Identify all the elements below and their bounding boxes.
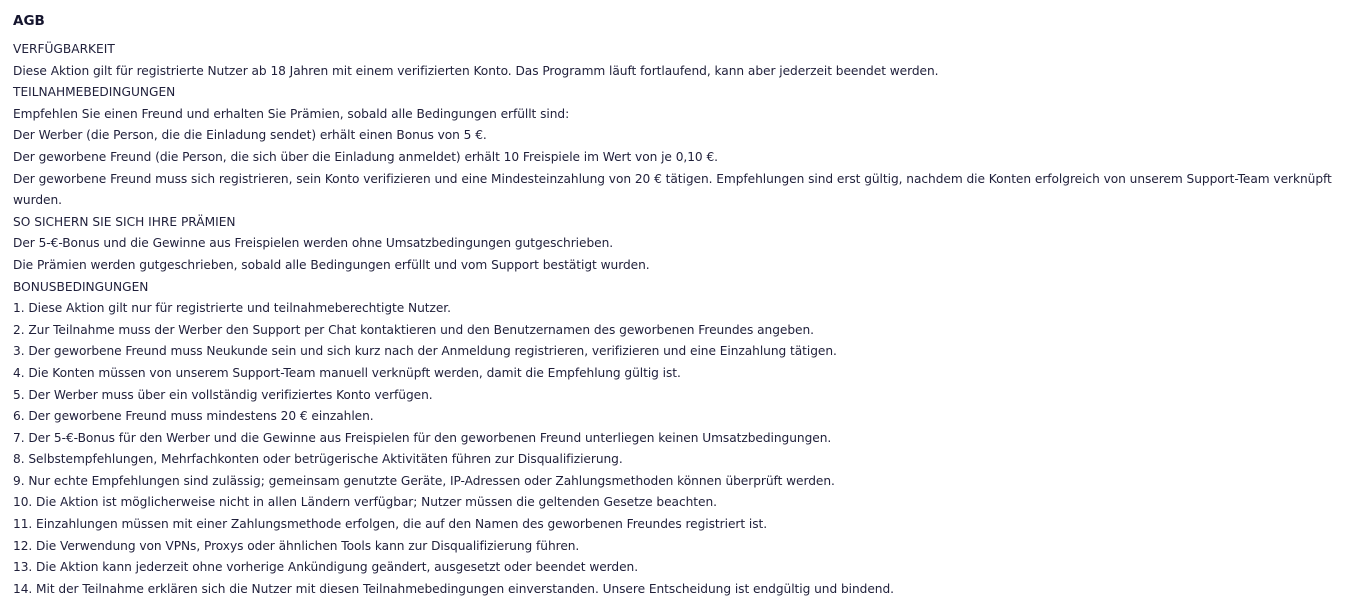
participation-friend-spins: Der geworbene Freund (die Person, die sich über die Einladung anmeldet) erhält 10 Freispiele im Wert von je 0,10 €. <box>13 149 718 164</box>
bonus-condition-item: 9. Nur echte Empfehlungen sind zulässig; gemeinsam genutzte Geräte, IP-Adressen oder Zahlungsmethoden können überprüft werden. <box>13 473 835 488</box>
bonus-condition-item: 6. Der geworbene Freund muss mindestens 20 € einzahlen. <box>13 409 374 424</box>
bonus-condition-item: 12. Die Verwendung von VPNs, Proxys oder ähnlichen Tools kann zur Disqualifizierung führen. <box>13 538 580 553</box>
availability-text: Diese Aktion gilt für registrierte Nutzer ab 18 Jahren mit einem verifizierten Konto. Das Programm läuft fortlaufend, kann aber jederzeit beendet werden. <box>13 63 939 78</box>
section-heading-secure-rewards: SO SICHERN SIE SICH IHRE PRÄMIEN <box>13 214 236 229</box>
bonus-condition-item: 2. Zur Teilnahme muss der Werber den Support per Chat kontaktieren und den Benutzernamen des geworbenen Freundes angeben. <box>13 322 814 337</box>
bonus-condition-item: 4. Die Konten müssen von unserem Support-Team manuell verknüpft werden, damit die Empfehlung gültig ist. <box>13 365 681 380</box>
bonus-condition-item: 11. Einzahlungen müssen mit einer Zahlungsmethode erfolgen, die auf den Namen des geworbenen Freundes registriert ist. <box>13 517 768 532</box>
section-heading-participation: TEILNAHMEBEDINGUNGEN <box>13 85 176 100</box>
participation-intro: Empfehlen Sie einen Freund und erhalten Sie Prämien, sobald alle Bedingungen erfüllt sind: <box>13 106 570 121</box>
page-title: AGB <box>13 13 45 29</box>
bonus-condition-item: 5. Der Werber muss über ein vollständig verifiziertes Konto verfügen. <box>13 387 433 402</box>
bonus-condition-item: 1. Diese Aktion gilt nur für registrierte und teilnahmeberechtigte Nutzer. <box>13 301 451 316</box>
bonus-condition-item: 8. Selbstempfehlungen, Mehrfachkonten oder betrügerische Aktivitäten führen zur Disqualifizierung. <box>13 452 623 467</box>
participation-referrer-bonus: Der Werber (die Person, die die Einladung sendet) erhält einen Bonus von 5 €. <box>13 128 487 143</box>
bonus-condition-item: 7. Der 5-€-Bonus für den Werber und die Gewinne aus Freispielen für den geworbenen Freund unterliegen keinen Umsatzbedingungen. <box>13 430 832 445</box>
participation-requirements: Der geworbene Freund muss sich registrieren, sein Konto verifizieren und eine Mindesteinzahlung von 20 € tätigen. Empfehlungen sind erst gültig, nachdem die Konten erfolgreich von unserem Support-Team verknüpft wurden. <box>13 171 1332 208</box>
bonus-condition-item: 10. Die Aktion ist möglicherweise nicht in allen Ländern verfügbar; Nutzer müssen die geltenden Gesetze beachten. <box>13 495 717 510</box>
section-heading-bonus-conditions: BONUSBEDINGUNGEN <box>13 279 149 294</box>
section-heading-availability: VERFÜGBARKEIT <box>13 42 115 56</box>
bonus-condition-item: 13. Die Aktion kann jederzeit ohne vorherige Ankündigung geändert, ausgesetzt oder beendet werden. <box>13 560 639 575</box>
secure-rewards-line: Die Prämien werden gutgeschrieben, sobald alle Bedingungen erfüllt und vom Support bestätigt wurden. <box>13 257 650 272</box>
bonus-condition-item: 14. Mit der Teilnahme erklären sich die Nutzer mit diesen Teilnahmebedingungen einverstanden. Unsere Entscheidung ist endgültig und bindend. <box>13 581 894 596</box>
secure-rewards-line: Der 5-€-Bonus und die Gewinne aus Freispielen werden ohne Umsatzbedingungen gutgeschrieben. <box>13 236 614 251</box>
bonus-condition-item: 3. Der geworbene Freund muss Neukunde sein und sich kurz nach der Anmeldung registrieren, verifizieren und eine Einzahlung tätigen. <box>13 344 837 359</box>
